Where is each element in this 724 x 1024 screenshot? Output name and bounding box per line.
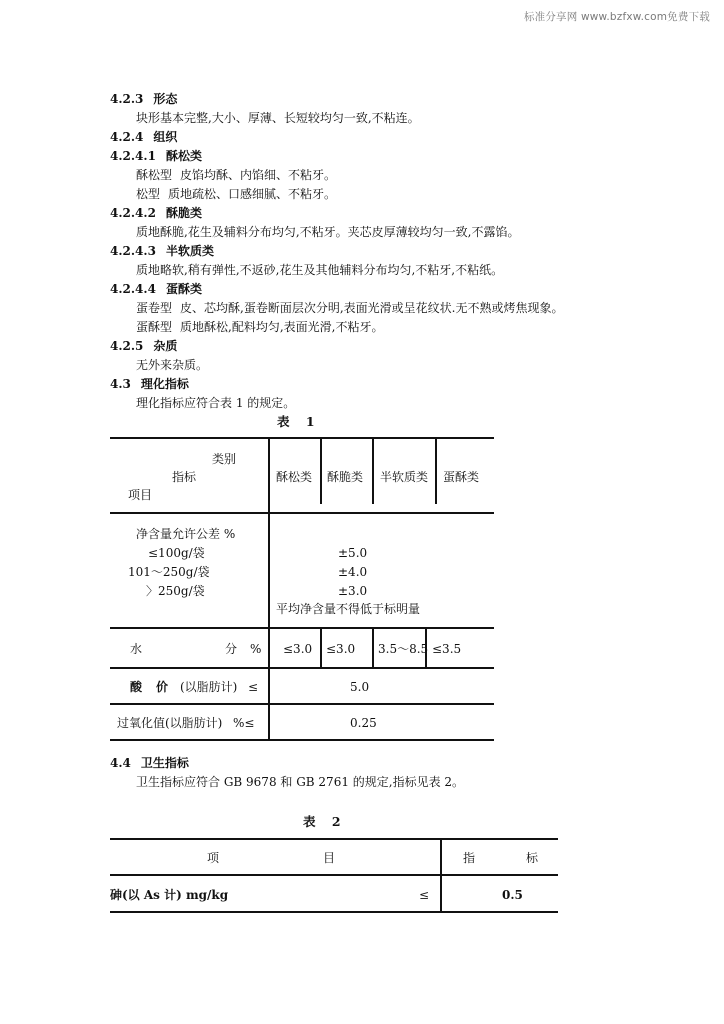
section-heading <box>110 281 202 297</box>
table1-net-row3-value: ±3.0 <box>338 584 368 598</box>
table1-rule-water <box>110 667 494 669</box>
table1-water-unit: % <box>250 642 262 656</box>
body-text: 无外来杂质。 <box>136 358 209 372</box>
table1-acid-label-a: 酸 <box>130 680 143 694</box>
section-title: 酥脆类 <box>165 206 202 220</box>
section-title: 杂质 <box>153 339 178 353</box>
table2-arsenic-sign: ≤ <box>419 888 430 902</box>
section-title: 理化指标 <box>140 377 189 391</box>
table1-divider-c3 <box>435 439 437 504</box>
table1-net-note: 平均净含量不得低于标明量 <box>276 602 421 616</box>
body-text: 质地酥脆,花生及辅料分布均匀,不粘牙。夹芯皮厚薄较均匀一致,不露馅。 <box>136 225 520 239</box>
section-heading <box>110 129 177 145</box>
section-title: 蛋酥类 <box>165 282 202 296</box>
type-label: 酥松型 <box>136 168 173 182</box>
section-body-line <box>136 357 208 373</box>
table2-header-item-a: 项 <box>207 851 220 865</box>
section-4-4-number: 4.4 <box>110 756 131 770</box>
table1-divider-c2 <box>372 439 374 504</box>
section-body-line <box>136 319 383 335</box>
table1-water-v3: 3.5～8.5 <box>378 642 429 656</box>
table1-water-v4: ≤3.5 <box>432 642 462 656</box>
body-text: 质地略软,稍有弹性,不返砂,花生及其他辅料分布均匀,不粘牙,不粘纸。 <box>136 263 504 277</box>
table1-rule-acid <box>110 703 494 705</box>
table1-water-label-b: 分 <box>225 642 238 656</box>
table1-net-row2-value: ±4.0 <box>338 565 368 579</box>
table1-water-divider-2 <box>372 629 374 667</box>
section-title: 组织 <box>153 130 178 144</box>
table1-peroxide-value: 0.25 <box>350 716 377 730</box>
section-4-4-title: 卫生指标 <box>140 756 189 770</box>
section-heading <box>110 91 177 107</box>
section-body-line <box>136 167 336 183</box>
table2-rule-header <box>110 874 558 876</box>
table2-divider <box>440 840 442 912</box>
table1-col-2: 酥脆类 <box>327 470 364 484</box>
table1-water-v1: ≤3.0 <box>283 642 313 656</box>
table1-water-label-a: 水 <box>130 642 143 656</box>
table1-net-row1-label: ≤100g/袋 <box>148 546 205 560</box>
section-4-4-heading <box>110 755 189 771</box>
type-label: 蛋酥型 <box>136 320 173 334</box>
table1-water-v2: ≤3.0 <box>326 642 356 656</box>
type-label: 蛋卷型 <box>136 301 173 315</box>
table1-net-row3-label: 〉250g/袋 <box>146 584 205 598</box>
section-number: 4.2.3 <box>110 92 144 106</box>
table1-net-row1-value: ±5.0 <box>338 546 368 560</box>
table1-divider-main <box>268 439 270 740</box>
table1-net-row2-label: 101～250g/袋 <box>128 565 210 579</box>
table1-caption: 表 1 <box>277 414 321 429</box>
table1-acid-label-b: 价 <box>156 680 169 694</box>
section-number: 4.2.5 <box>110 339 144 353</box>
section-body-line <box>136 395 295 411</box>
body-text: 块形基本完整,大小、厚薄、长短较均匀一致,不粘连。 <box>136 111 420 125</box>
table1-peroxide-unit: %≤ <box>233 716 255 730</box>
section-heading <box>110 243 214 259</box>
section-heading <box>110 148 202 164</box>
type-label: 松型 <box>136 187 161 201</box>
table1-rule-header <box>110 512 494 514</box>
section-body-line <box>136 262 503 278</box>
table1-header-indicator: 指标 <box>172 470 197 484</box>
section-body-line <box>136 224 519 240</box>
table1-divider-c1 <box>320 439 322 504</box>
table2-header-item-b: 目 <box>323 851 336 865</box>
section-number: 4.2.4.1 <box>110 149 156 163</box>
table1-acid-value: 5.0 <box>350 680 370 694</box>
body-text: 皮、芯均酥,蛋卷断面层次分明,表面光滑或呈花纹状.无不熟或烤焦现象。 <box>180 301 564 315</box>
section-number: 4.2.4 <box>110 130 144 144</box>
table1-col-1: 酥松类 <box>276 470 313 484</box>
body-text: 皮馅均酥、内馅细、不粘牙。 <box>180 168 337 182</box>
section-title: 半软质类 <box>165 244 214 258</box>
table2-arsenic-value: 0.5 <box>502 888 523 902</box>
table1-rule-net <box>110 627 494 629</box>
table2-header-indicator-b: 标 <box>526 851 539 865</box>
table2-header-indicator-a: 指 <box>463 851 476 865</box>
table1-rule-bottom <box>110 739 494 741</box>
table2-rule-bottom <box>110 911 558 913</box>
table1-acid-sign: ≤ <box>248 680 259 694</box>
section-body-line <box>136 110 420 126</box>
table2-rule-top <box>110 838 558 840</box>
section-number: 4.3 <box>110 377 131 391</box>
table1-acid-note: (以脂肪计) <box>180 680 238 694</box>
section-heading <box>110 205 202 221</box>
table1-header-item: 项目 <box>128 488 153 502</box>
watermark: 标准分享网 www.bzfxw.com免费下载 <box>523 11 710 23</box>
section-heading <box>110 376 189 392</box>
section-title: 形态 <box>153 92 178 106</box>
section-body-line <box>136 300 563 316</box>
section-number: 4.2.4.3 <box>110 244 156 258</box>
section-body-line <box>136 186 336 202</box>
section-title: 酥松类 <box>165 149 202 163</box>
table2-caption: 表 2 <box>303 814 347 829</box>
section-number: 4.2.4.2 <box>110 206 156 220</box>
section-number: 4.2.4.4 <box>110 282 156 296</box>
table2-arsenic-label: 砷(以 As 计) mg/kg <box>110 888 229 902</box>
body-text: 理化指标应符合表 1 的规定。 <box>136 396 296 410</box>
section-4-4-body: 卫生指标应符合 GB 9678 和 GB 2761 的规定,指标见表 2。 <box>136 775 465 789</box>
body-text: 质地疏松、口感细腻、不粘牙。 <box>168 187 337 201</box>
table1-header-category: 类别 <box>212 452 237 466</box>
section-heading <box>110 338 177 354</box>
table1-peroxide-label: 过氧化值(以脂肪计) <box>117 716 223 730</box>
table1-net-label: 净含量允许公差 % <box>136 527 236 541</box>
table1-water-divider-1 <box>320 629 322 667</box>
table1-col-4: 蛋酥类 <box>443 470 480 484</box>
table1-col-3: 半软质类 <box>380 470 429 484</box>
body-text: 质地酥松,配料均匀,表面光滑,不粘牙。 <box>180 320 384 334</box>
